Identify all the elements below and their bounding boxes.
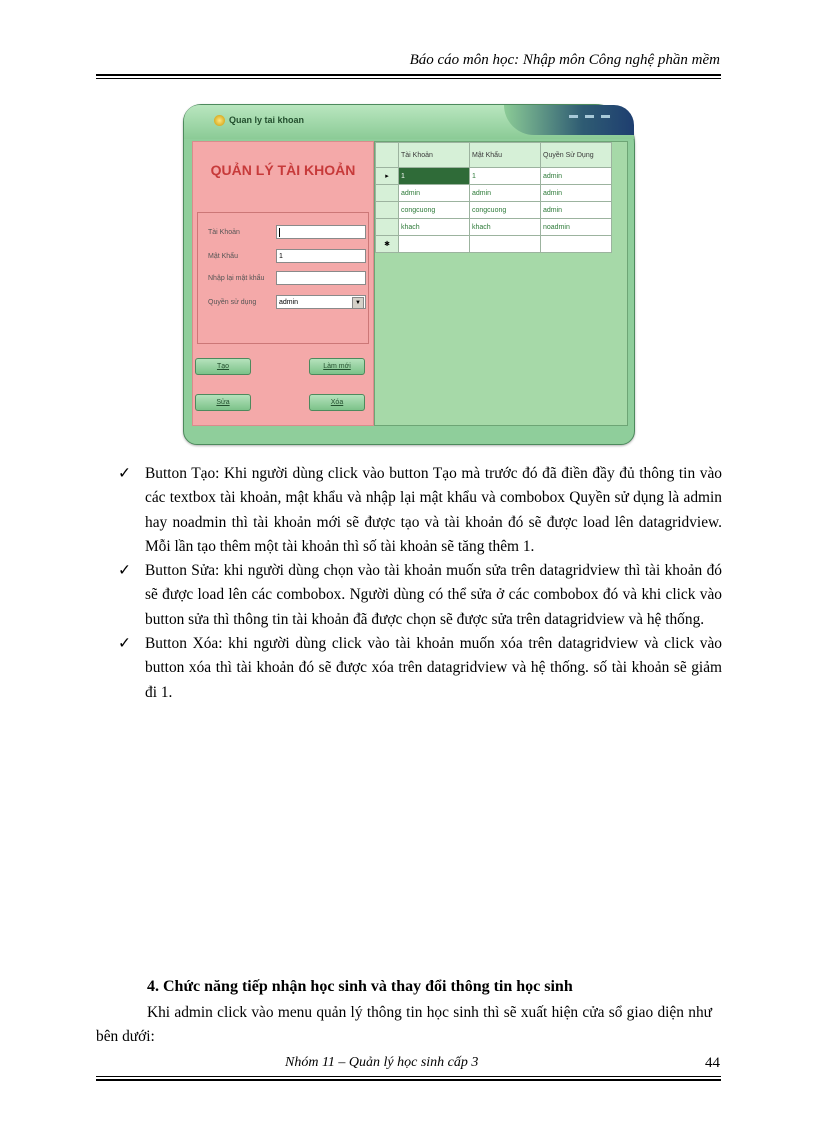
row-header-corner — [376, 143, 399, 168]
table-cell[interactable]: khach — [399, 219, 470, 236]
account-input[interactable] — [276, 225, 366, 239]
create-button[interactable]: Tạo — [195, 358, 251, 375]
table-row[interactable] — [376, 185, 612, 202]
section-heading: 4. Chức năng tiếp nhận học sinh và thay đổi thông tin học sinh — [147, 978, 573, 995]
table-cell[interactable]: congcuong — [399, 202, 470, 219]
table-row[interactable] — [376, 202, 612, 219]
footer-rule — [96, 1079, 721, 1081]
table-cell[interactable]: noadmin — [541, 219, 612, 236]
accounts-datagridview[interactable] — [374, 141, 628, 426]
new-row[interactable] — [376, 236, 612, 253]
text-caret — [279, 228, 280, 237]
titlebar-wave-decoration — [504, 105, 634, 135]
chevron-down-icon[interactable]: ▼ — [352, 297, 364, 309]
checkmark-icon: ✓ — [118, 562, 131, 580]
row-header — [376, 185, 399, 202]
role-combobox[interactable] — [276, 295, 366, 309]
table-cell[interactable] — [541, 236, 612, 253]
account-groupbox — [197, 212, 369, 344]
table-cell[interactable] — [470, 236, 541, 253]
row-header — [376, 219, 399, 236]
list-item — [118, 559, 722, 632]
role-selected-value: admin — [279, 299, 299, 306]
account-label: Tài Khoản — [208, 229, 240, 236]
minimize-icon[interactable] — [569, 115, 578, 118]
table-cell[interactable]: admin — [541, 202, 612, 219]
new-row-marker-icon: ✱ — [376, 236, 399, 253]
confirm-password-input[interactable] — [276, 271, 366, 285]
bullet-text: Button Xóa: khi người dùng click vào tài khoản muốn xóa trên datagridview và click vào button xóa thì tài khoản đó sẽ được xóa trên datagridview và hệ thống. số tài khoản sẽ giảm đi 1. — [145, 635, 722, 701]
bullet-text: Button Tạo: Khi người dùng click vào button Tạo mà trước đó đã điền đầy đủ thông tin vào các textbox tài khoản, mật khẩu và nhập lại mật khẩu và combobox Quyền sử dụng là admin hay noadmin thì tài khoản mới sẽ được tạo và tài khoản đó sẽ được load lên datagridview. Mỗi lần tạo thêm một tài khoản thì số tài khoản sẽ tăng thêm 1. — [145, 465, 722, 555]
page-number: 44 — [705, 1055, 720, 1071]
close-icon[interactable] — [601, 115, 610, 118]
footer-text: Nhóm 11 – Quản lý học sinh cấp 3 — [285, 1055, 479, 1070]
checkmark-icon: ✓ — [118, 635, 131, 653]
column-header[interactable]: Mật Khẩu — [470, 143, 541, 168]
password-label: Mật Khẩu — [208, 253, 238, 260]
table-row[interactable] — [376, 219, 612, 236]
header-rule-thin — [96, 78, 721, 79]
column-header[interactable]: Quyền Sử Dụng — [541, 143, 612, 168]
button-descriptions — [118, 462, 722, 705]
row-header — [376, 202, 399, 219]
table-cell[interactable]: admin — [470, 185, 541, 202]
table-cell[interactable]: admin — [541, 168, 612, 185]
list-item — [118, 462, 722, 559]
form-panel — [192, 141, 374, 426]
delete-button[interactable]: Xóa — [309, 394, 365, 411]
table-row[interactable] — [376, 168, 612, 185]
window-title: Quan ly tai khoan — [229, 115, 305, 125]
window-titlebar — [184, 105, 634, 139]
column-header[interactable]: Tài Khoản — [399, 143, 470, 168]
checkmark-icon: ✓ — [118, 465, 131, 482]
table-cell[interactable]: admin — [399, 185, 470, 202]
accounts-table — [375, 142, 612, 253]
current-row-marker-icon: ▸ — [376, 168, 399, 185]
table-cell[interactable]: congcuong — [470, 202, 541, 219]
header-rule — [96, 74, 721, 76]
role-label: Quyền sử dụng — [208, 299, 257, 306]
edit-button[interactable]: Sửa — [195, 394, 251, 411]
list-item — [118, 632, 722, 705]
table-cell[interactable]: khach — [470, 219, 541, 236]
footer-rule-thin — [96, 1076, 721, 1077]
account-window — [183, 104, 635, 445]
body-paragraph: Khi admin click vào menu quản lý thông tin học sinh thì sẽ xuất hiện cửa sổ giao diện như bên dưới: — [96, 1004, 712, 1046]
table-cell[interactable]: 1 — [399, 168, 470, 185]
password-input[interactable]: 1 — [276, 249, 366, 263]
table-cell[interactable]: admin — [541, 185, 612, 202]
table-cell[interactable]: 1 — [470, 168, 541, 185]
header-title: Báo cáo môn học: Nhập môn Công nghệ phần mềm — [409, 52, 720, 68]
app-icon — [214, 115, 225, 126]
bullet-text: Button Sửa: khi người dùng chọn vào tài khoản muốn sửa trên datagridview thì tài khoản đó sẽ được load lên các combobox. Người dùng có thể sửa ở các combobox đó và khi click vào button sửa thì thông tin tài khoản đã được chọn sẽ được sửa trên datagridview và hệ thống. — [145, 562, 722, 628]
reset-button[interactable]: Làm mới — [309, 358, 365, 375]
table-cell[interactable] — [399, 236, 470, 253]
form-heading: QUẢN LÝ TÀI KHOẢN — [210, 162, 356, 178]
maximize-icon[interactable] — [585, 115, 594, 118]
confirm-password-label: Nhập lại mật khẩu — [208, 275, 265, 282]
